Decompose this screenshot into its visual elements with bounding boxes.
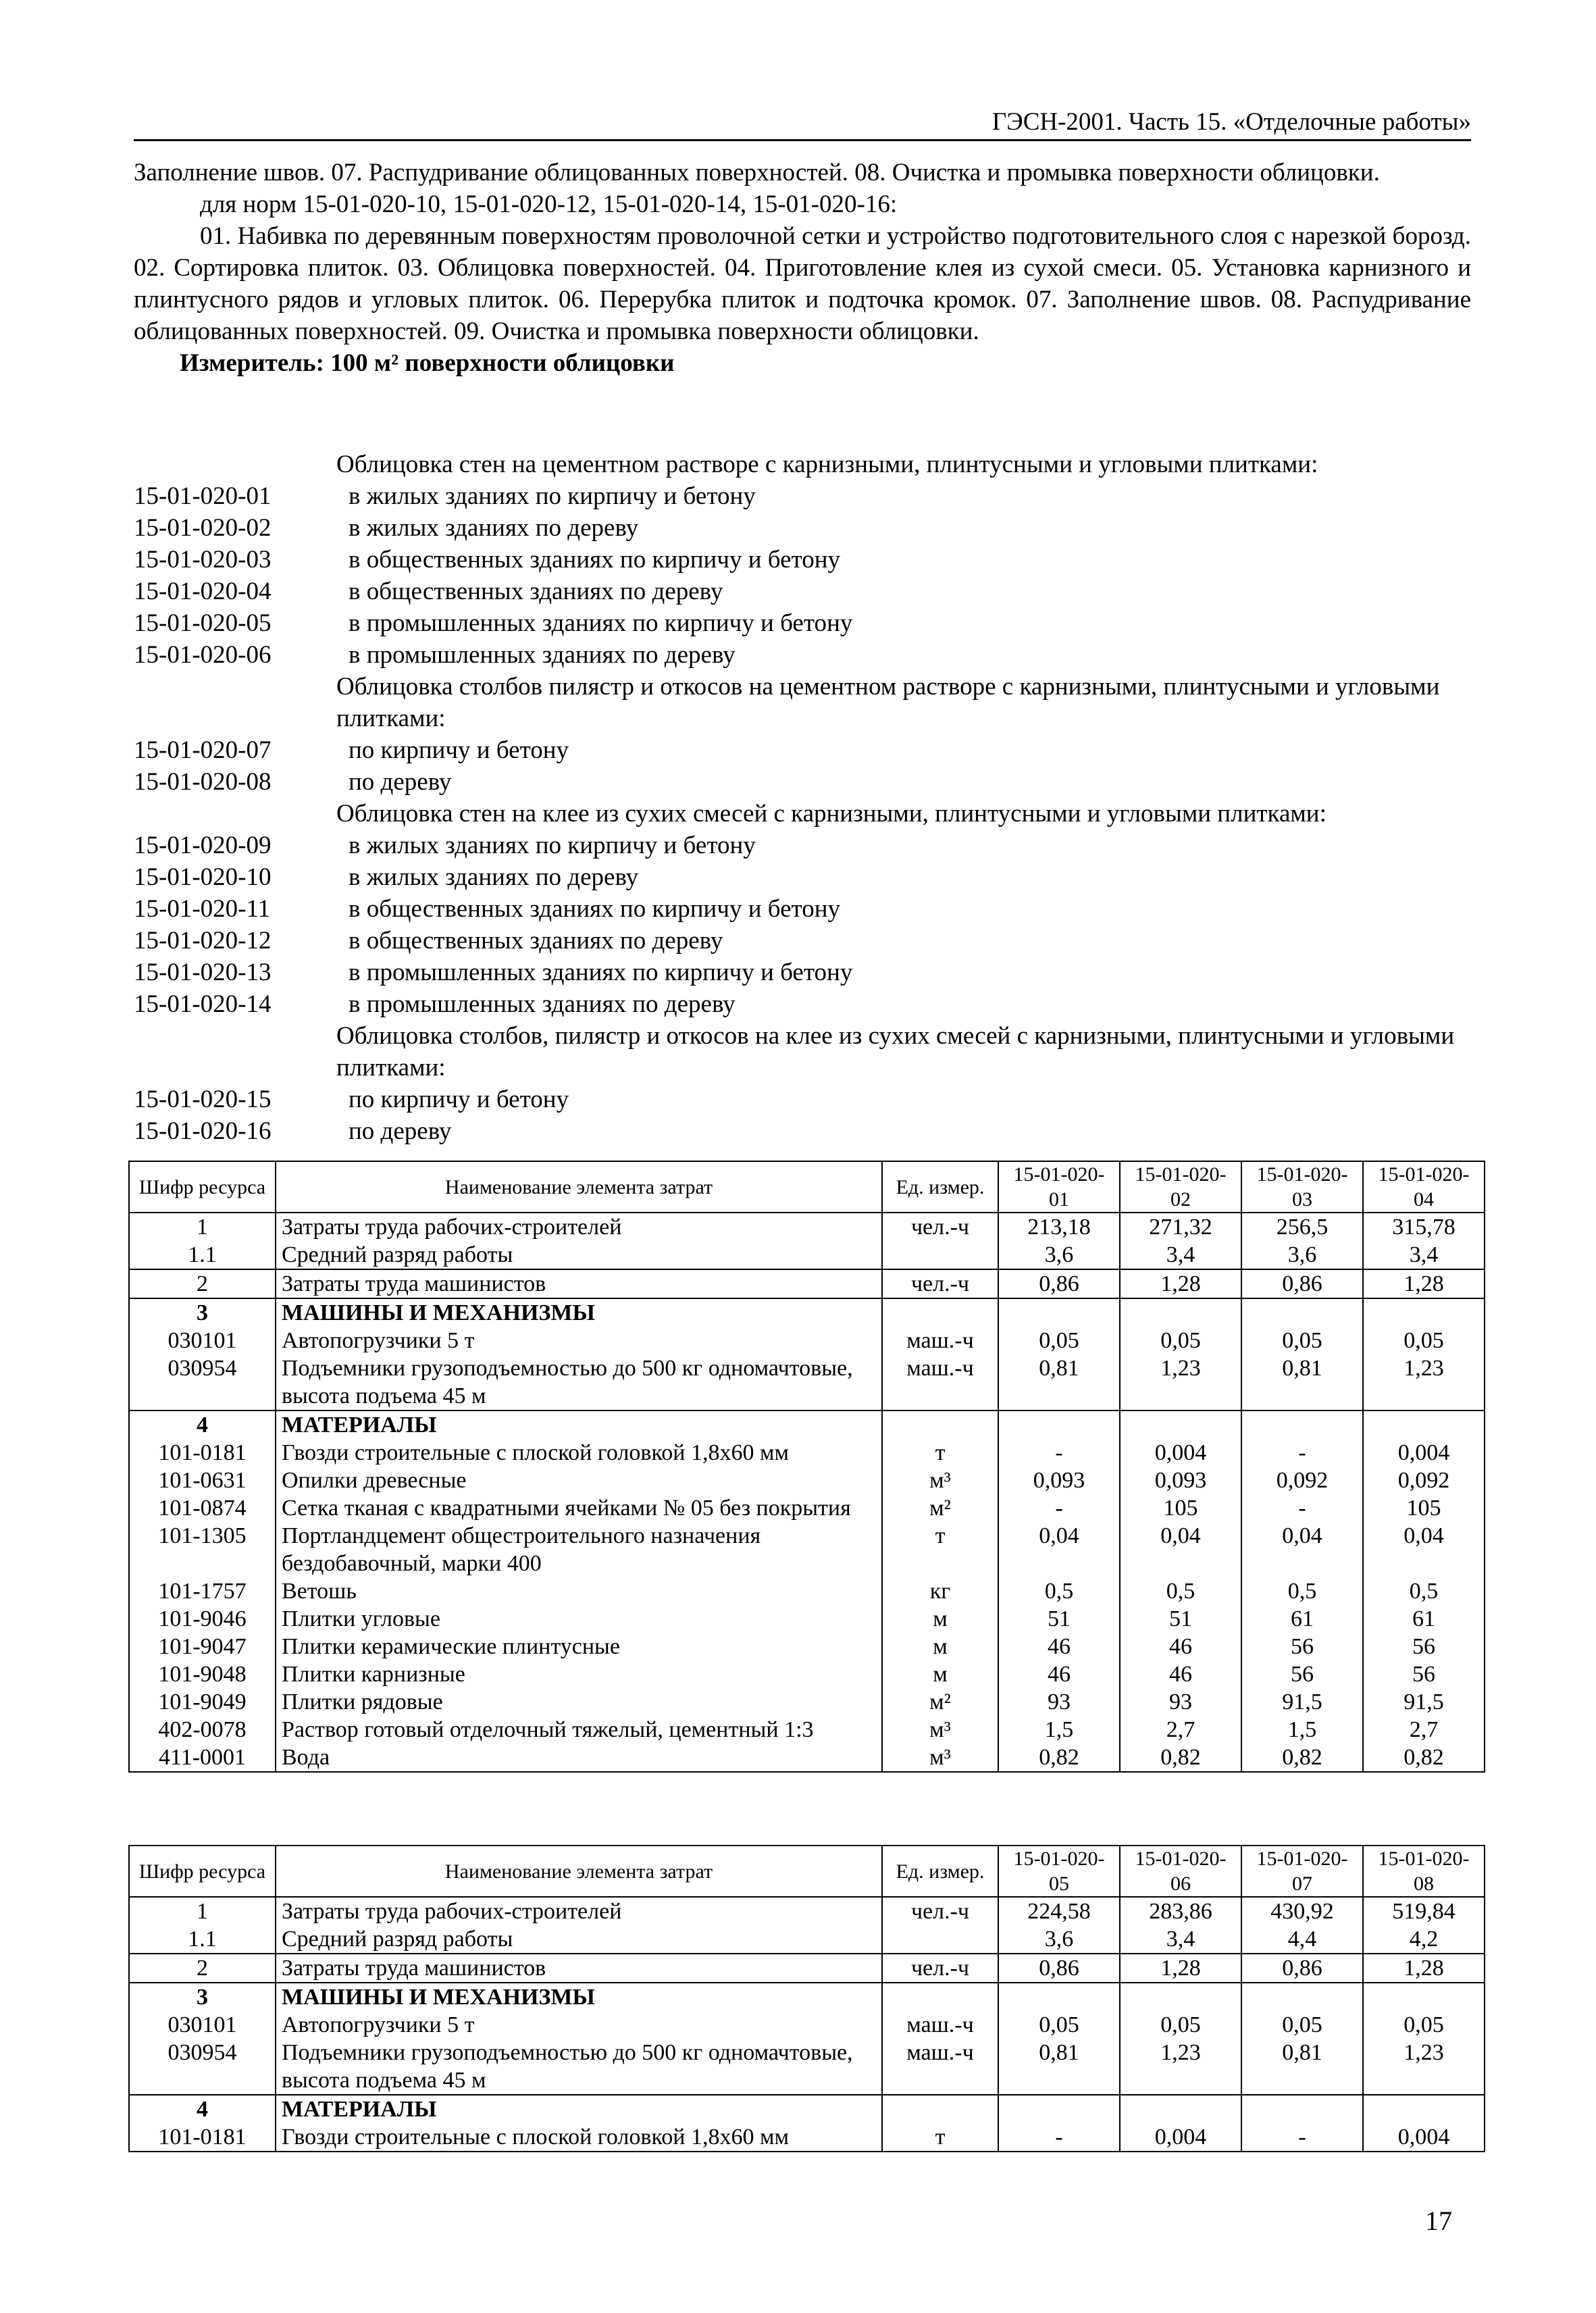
norm-description: в жилых зданиях по дереву [349,514,639,542]
norm-value: 0,004 [1363,1439,1485,1467]
resource-code: 411-0001 [129,1744,276,1772]
norm-value: 315,78 [1363,1213,1485,1241]
header-norm-column: 15-01-020-07 [1241,1846,1363,1897]
norm-value: 56 [1363,1633,1485,1660]
norm-value: 0,04 [1363,1522,1485,1577]
norm-value: 51 [998,1605,1120,1633]
norm-value: 1,28 [1120,1954,1241,1983]
cost-element-name: МАТЕРИАЛЫ [276,2095,882,2123]
unit-of-measure [882,1298,998,1327]
unit-of-measure: чел.-ч [882,1269,998,1298]
table-row [129,1577,1485,1605]
norm-code: 15-01-020-12 [134,927,272,955]
unit-of-measure [882,1983,998,2011]
norm-code: 15-01-020-04 [134,578,272,605]
resource-code: 1 [129,1897,276,1925]
norm-value: 0,82 [1241,1744,1363,1772]
norm-value: 0,81 [998,1354,1120,1410]
norm-value: 105 [1120,1494,1241,1522]
table-row [129,1354,1485,1410]
table-row [129,1983,1485,2011]
table-header-row [129,1161,1485,1213]
norm-value: 0,093 [998,1467,1120,1494]
code-list-item [134,544,1471,576]
norm-value [1363,1298,1485,1327]
norm-description: в промышленных зданиях по дереву [349,641,736,669]
norm-code [134,449,336,480]
unit-of-measure [882,1241,998,1269]
header-code: Шифр ресурса [129,1846,276,1897]
unit-of-measure: чел.-ч [882,1954,998,1983]
header-name: Наименование элемента затрат [276,1161,882,1213]
table-row [129,1716,1485,1744]
norm-value: 283,86 [1120,1897,1241,1925]
norm-code: 15-01-020-07 [134,736,272,764]
cost-element-name: Вода [276,1744,882,1772]
norm-description: в промышленных зданиях по дереву [349,990,736,1018]
norm-value: 91,5 [1241,1688,1363,1716]
unit-of-measure: маш.-ч [882,1327,998,1354]
norm-value: 93 [998,1688,1120,1716]
norm-value [1241,1298,1363,1327]
code-list-item [134,893,1471,925]
table-row [129,2011,1485,2039]
resource-table-2 [128,1845,1485,2152]
norm-description: по дереву [349,1117,452,1145]
cost-element-name: Затраты труда машинистов [276,1269,882,1298]
norm-value: 1,28 [1120,1269,1241,1298]
norm-value: 2,7 [1120,1716,1241,1744]
norm-code: 15-01-020-09 [134,832,272,859]
code-group-heading [134,671,1471,734]
header-unit: Ед. измер. [882,1161,998,1213]
header-norm-column: 15-01-020-04 [1363,1161,1485,1213]
norm-description: в промышленных зданиях по кирпичу и бетону [349,609,853,637]
norm-value: 0,05 [998,1327,1120,1354]
code-list-item [134,512,1471,544]
norm-value: 0,81 [1241,1354,1363,1410]
group-title: Облицовка стен на клее из сухих смесей с карнизными, плинтусными и угловыми плитками: [336,800,1327,828]
norm-value: 0,5 [1120,1577,1241,1605]
norm-value: 0,092 [1363,1467,1485,1494]
norm-value: 0,86 [1241,1954,1363,1983]
intro-text [134,157,1471,379]
unit-of-measure: маш.-ч [882,1354,998,1410]
resource-code: 101-0874 [129,1494,276,1522]
norm-value: 3,6 [998,1925,1120,1954]
table-row [129,1688,1485,1716]
norm-value [998,1983,1120,2011]
unit-of-measure: т [882,1439,998,1467]
group-title: Облицовка столбов, пилястр и откосов на клее из сухих смесей с карнизными, плинтусными и угловыми плитками: [336,1022,1455,1082]
norm-description: в общественных зданиях по кирпичу и бетону [349,546,841,574]
code-list-item [134,734,1471,766]
cost-element-name: Гвозди строительные с плоской головкой 1,8х60 мм [276,1439,882,1467]
table-row [129,1439,1485,1467]
norm-value [998,1410,1120,1439]
norm-value: 56 [1241,1633,1363,1660]
norm-value: 1,28 [1363,1954,1485,1983]
cost-element-name: Подъемники грузоподъемностью до 500 кг одномачтовые, высота подъема 45 м [276,1354,882,1410]
norm-value: 0,05 [1363,2011,1485,2039]
table-row [129,1744,1485,1772]
norm-value: 1,28 [1363,1269,1485,1298]
cost-element-name: Плитки керамические плинтусные [276,1633,882,1660]
norm-value: 430,92 [1241,1897,1363,1925]
norm-value: - [1241,1439,1363,1467]
header-name: Наименование элемента затрат [276,1846,882,1897]
unit-of-measure: м² [882,1494,998,1522]
unit-of-measure: м² [882,1688,998,1716]
norm-code [134,671,336,734]
resource-code: 2 [129,1269,276,1298]
code-group-heading [134,798,1471,830]
resource-code: 1 [129,1213,276,1241]
cost-element-name: МАШИНЫ И МЕХАНИЗМЫ [276,1298,882,1327]
unit-of-measure [882,1925,998,1954]
running-header: ГЭСН-2001. Часть 15. «Отделочные работы» [992,108,1471,136]
resource-code: 101-9046 [129,1605,276,1633]
norm-value [998,2095,1120,2123]
cost-element-name: Опилки древесные [276,1467,882,1494]
resource-code: 030954 [129,2039,276,2095]
code-list-item [134,576,1471,607]
resource-code: 4 [129,2095,276,2123]
norm-code: 15-01-020-11 [134,895,271,923]
resource-code: 402-0078 [129,1716,276,1744]
norm-value: 0,86 [998,1269,1120,1298]
code-list-item [134,1115,1471,1147]
code-list-item [134,925,1471,957]
norm-description: по дереву [349,768,452,796]
unit-of-measure: кг [882,1577,998,1605]
unit-of-measure: чел.-ч [882,1213,998,1241]
table-row [129,1467,1485,1494]
norm-code: 15-01-020-16 [134,1117,272,1145]
resource-code: 101-9049 [129,1688,276,1716]
code-list-item [134,988,1471,1020]
header-norm-column: 15-01-020-06 [1120,1846,1241,1897]
cost-element-name: Подъемники грузоподъемностью до 500 кг одномачтовые, высота подъема 45 м [276,2039,882,2095]
cost-element-name: Затраты труда машинистов [276,1954,882,1983]
norm-value: 0,092 [1241,1467,1363,1494]
header-norm-column: 15-01-020-08 [1363,1846,1485,1897]
norm-description: по кирпичу и бетону [349,1086,569,1113]
norm-value: - [998,2123,1120,2152]
norm-value: 1,23 [1120,1354,1241,1410]
norm-value: 4,4 [1241,1925,1363,1954]
cost-element-name: Раствор готовый отделочный тяжелый, цементный 1:3 [276,1716,882,1744]
resource-code: 101-0181 [129,2123,276,2152]
norm-value: 56 [1241,1660,1363,1688]
resource-code: 3 [129,1983,276,2011]
unit-of-measure: м³ [882,1716,998,1744]
norm-value: 0,82 [998,1744,1120,1772]
norm-code: 15-01-020-15 [134,1086,272,1113]
norm-value: 93 [1120,1688,1241,1716]
norm-code: 15-01-020-03 [134,546,272,574]
norm-value: 0,05 [1241,2011,1363,2039]
resource-code: 4 [129,1410,276,1439]
table-row [129,2095,1485,2123]
norm-value: 4,2 [1363,1925,1485,1954]
norm-value: 1,23 [1363,1354,1485,1410]
cost-element-name: МАТЕРИАЛЫ [276,1410,882,1439]
norm-value: 0,04 [1241,1522,1363,1577]
norm-value: 519,84 [1363,1897,1485,1925]
header-rule [134,139,1471,141]
norm-description: по кирпичу и бетону [349,736,569,764]
norm-value: 0,86 [1241,1269,1363,1298]
norm-code: 15-01-020-06 [134,641,272,669]
norm-value [1363,1983,1485,2011]
norm-value: 1,5 [998,1716,1120,1744]
norm-value: 0,05 [1363,1327,1485,1354]
resource-code: 101-0181 [129,1439,276,1467]
table-header-row [129,1846,1485,1897]
resource-code: 101-1305 [129,1522,276,1577]
header-norm-column: 15-01-020-02 [1120,1161,1241,1213]
code-group-heading [134,1020,1471,1084]
table-row [129,1410,1485,1439]
norm-value: 1,5 [1241,1716,1363,1744]
norm-value: - [1241,2123,1363,2152]
norm-value [1241,1983,1363,2011]
resource-code: 101-1757 [129,1577,276,1605]
norm-value [1363,1410,1485,1439]
cost-element-name: Гвозди строительные с плоской головкой 1,8х60 мм [276,2123,882,2152]
norm-description: в общественных зданиях по дереву [349,927,723,955]
cost-element-name: Ветошь [276,1577,882,1605]
table-row [129,1241,1485,1269]
norm-description: в промышленных зданиях по кирпичу и бетону [349,959,853,986]
resource-code: 030101 [129,1327,276,1354]
header-norm-column: 15-01-020-03 [1241,1161,1363,1213]
table-row [129,1897,1485,1925]
cost-element-name: Затраты труда рабочих-строителей [276,1897,882,1925]
norm-value: 0,5 [1363,1577,1485,1605]
norm-value: 271,32 [1120,1213,1241,1241]
norm-value [1241,2095,1363,2123]
norm-value: 0,82 [1363,1744,1485,1772]
cost-element-name: Сетка тканая с квадратными ячейками № 05 без покрытия [276,1494,882,1522]
norm-value: 0,05 [1120,2011,1241,2039]
cost-element-name: Средний разряд работы [276,1925,882,1954]
cost-element-name: Плитки карнизные [276,1660,882,1688]
norm-value: 3,6 [998,1241,1120,1269]
unit-of-measure: м³ [882,1744,998,1772]
intro-paragraph-3: 01. Набивка по деревянным поверхностям проволочной сетки и устройство подготовительного слоя с нарезкой борозд. 02. Сортировка плиток. 03. Облицовка поверхностей. 04. Приготовление клея из сухой смеси. 05. Установка карнизного и плинтусного рядов и угловых плиток. 06. Перерубка плиток и подточка кромок. 07. Заполнение швов. 08. Распудривание облицованных поверхностей. 09. Очистка и промывка поверхности облицовки. [134,222,1471,345]
norm-value: 0,004 [1120,1439,1241,1467]
unit-of-measure: м [882,1633,998,1660]
norm-value: 46 [1120,1633,1241,1660]
norm-value: 2,7 [1363,1716,1485,1744]
cost-element-name: Автопогрузчики 5 т [276,2011,882,2039]
unit-of-measure: маш.-ч [882,2011,998,2039]
unit-of-measure: м³ [882,1467,998,1494]
table-row [129,2039,1485,2095]
norm-value: 0,004 [1363,2123,1485,2152]
norm-value: 0,093 [1120,1467,1241,1494]
norm-value: 46 [998,1660,1120,1688]
norm-value: 3,4 [1120,1925,1241,1954]
norm-value: 0,05 [1241,1327,1363,1354]
norm-description: в жилых зданиях по кирпичу и бетону [349,832,756,859]
norm-value: 256,5 [1241,1213,1363,1241]
code-list-item [134,639,1471,671]
norm-code: 15-01-020-05 [134,609,272,637]
norm-code: 15-01-020-10 [134,863,272,891]
norm-value [1120,1298,1241,1327]
unit-of-measure: т [882,2123,998,2152]
norm-codes-list [134,449,1471,1147]
code-list-item [134,607,1471,639]
table-row [129,2123,1485,2152]
group-title: Облицовка столбов пилястр и откосов на цементном растворе с карнизными, плинтусными и угловыми плитками: [336,673,1440,732]
table-row [129,1605,1485,1633]
unit-of-measure: т [882,1522,998,1577]
norm-value [1120,1410,1241,1439]
norm-value: 0,004 [1120,2123,1241,2152]
unit-of-measure: чел.-ч [882,1897,998,1925]
header-norm-column: 15-01-020-01 [998,1161,1120,1213]
norm-code: 15-01-020-02 [134,514,272,542]
norm-value: 3,4 [1363,1241,1485,1269]
table-row [129,1522,1485,1577]
table-row [129,1954,1485,1983]
header-unit: Ед. измер. [882,1846,998,1897]
resource-code: 101-9048 [129,1660,276,1688]
norm-value: 0,81 [1241,2039,1363,2095]
table-row [129,1660,1485,1688]
table-row [129,1494,1485,1522]
norm-code: 15-01-020-08 [134,768,272,796]
norm-value: 213,18 [998,1213,1120,1241]
norm-value: 0,5 [998,1577,1120,1605]
cost-element-name: Портландцемент общестроительного назначения бездобавочный, марки 400 [276,1522,882,1577]
norm-value: 56 [1363,1660,1485,1688]
norm-value: 0,05 [1120,1327,1241,1354]
norm-value: 0,04 [998,1522,1120,1577]
intro-paragraph-2: для норм 15-01-020-10, 15-01-020-12, 15-01-020-14, 15-01-020-16: [200,190,898,218]
norm-value [1120,1983,1241,2011]
resource-code: 101-9047 [129,1633,276,1660]
norm-value: 0,82 [1120,1744,1241,1772]
norm-value: 105 [1363,1494,1485,1522]
norm-value: 1,23 [1363,2039,1485,2095]
table-row [129,1213,1485,1241]
norm-value: 0,5 [1241,1577,1363,1605]
code-list-item [134,766,1471,798]
table-row [129,1269,1485,1298]
table-row [129,1633,1485,1660]
norm-value: 46 [998,1633,1120,1660]
norm-value [1120,2095,1241,2123]
norm-code: 15-01-020-13 [134,959,272,986]
cost-element-name: Затраты труда рабочих-строителей [276,1213,882,1241]
norm-value: 3,4 [1120,1241,1241,1269]
norm-code [134,1020,336,1084]
norm-description: в жилых зданиях по дереву [349,863,639,891]
norm-value: 46 [1120,1660,1241,1688]
cost-element-name: Средний разряд работы [276,1241,882,1269]
table-row [129,1925,1485,1954]
norm-value: - [998,1439,1120,1467]
resource-code: 1.1 [129,1925,276,1954]
resource-code: 030954 [129,1354,276,1410]
norm-value: 51 [1120,1605,1241,1633]
norm-value [998,1298,1120,1327]
code-list-item [134,830,1471,861]
norm-value: 1,23 [1120,2039,1241,2095]
norm-value: 61 [1363,1605,1485,1633]
unit-of-measure [882,2095,998,2123]
norm-value: 61 [1241,1605,1363,1633]
resource-code: 030101 [129,2011,276,2039]
norm-code: 15-01-020-14 [134,990,272,1018]
page-number: 17 [1425,2206,1452,2236]
norm-value [1363,2095,1485,2123]
norm-value: 0,04 [1120,1522,1241,1577]
header-norm-column: 15-01-020-05 [998,1846,1120,1897]
table-row [129,1298,1485,1327]
unit-of-measure: маш.-ч [882,2039,998,2095]
header-code: Шифр ресурса [129,1161,276,1213]
table-row [129,1327,1485,1354]
code-group-heading [134,449,1471,480]
unit-of-measure: м [882,1660,998,1688]
intro-paragraph-1: Заполнение швов. 07. Распудривание облицованных поверхностей. 08. Очистка и промывка поверхности облицовки. [134,159,1380,186]
unit-of-measure [882,1410,998,1439]
measure-unit: Измеритель: 100 м² поверхности облицовки [180,349,675,377]
code-list-item [134,480,1471,512]
norm-description: в общественных зданиях по дереву [349,578,723,605]
norm-value: 0,86 [998,1954,1120,1983]
norm-code [134,798,336,830]
resource-code: 1.1 [129,1241,276,1269]
cost-element-name: Плитки угловые [276,1605,882,1633]
cost-element-name: МАШИНЫ И МЕХАНИЗМЫ [276,1983,882,2011]
norm-value: 91,5 [1363,1688,1485,1716]
norm-value: 224,58 [998,1897,1120,1925]
group-title: Облицовка стен на цементном растворе с карнизными, плинтусными и угловыми плитками: [336,451,1318,478]
norm-code: 15-01-020-01 [134,482,272,510]
norm-value: - [998,1494,1120,1522]
norm-value: 3,6 [1241,1241,1363,1269]
code-list-item [134,861,1471,893]
unit-of-measure: м [882,1605,998,1633]
norm-value: - [1241,1494,1363,1522]
norm-value [1241,1410,1363,1439]
norm-value: 0,81 [998,2039,1120,2095]
resource-code: 3 [129,1298,276,1327]
norm-value: 0,05 [998,2011,1120,2039]
resource-code: 101-0631 [129,1467,276,1494]
code-list-item [134,1084,1471,1115]
resource-code: 2 [129,1954,276,1983]
resource-table-1 [128,1161,1485,1773]
cost-element-name: Плитки рядовые [276,1688,882,1716]
code-list-item [134,957,1471,988]
norm-description: в жилых зданиях по кирпичу и бетону [349,482,756,510]
norm-description: в общественных зданиях по кирпичу и бетону [349,895,841,923]
cost-element-name: Автопогрузчики 5 т [276,1327,882,1354]
